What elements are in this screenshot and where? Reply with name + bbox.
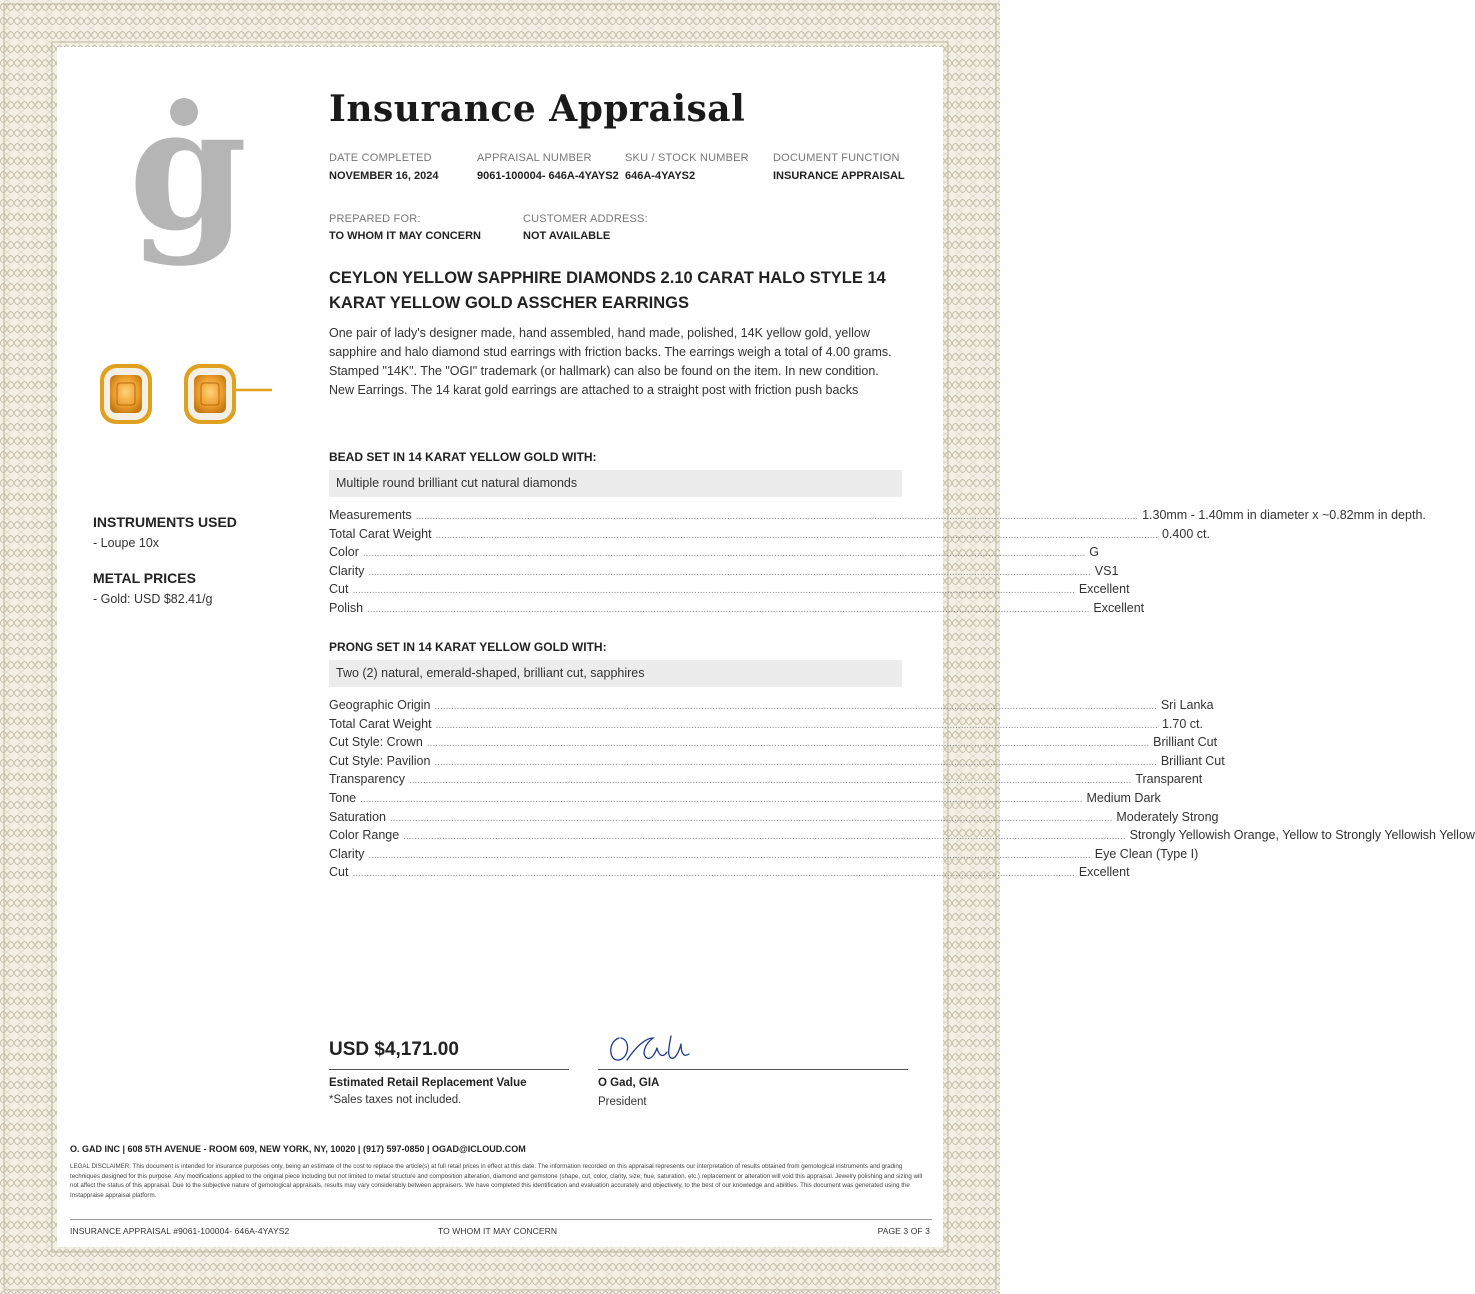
spec-row bbox=[329, 865, 1130, 884]
spec-row bbox=[329, 698, 1214, 717]
spec-key: Total Carat Weight bbox=[329, 526, 432, 541]
spec-row bbox=[329, 545, 1099, 564]
metal-prices-list: - Gold: USD $82.41/g bbox=[93, 592, 213, 606]
spec-key: Cut Style: Crown bbox=[329, 735, 423, 750]
spec-key: Transparency bbox=[329, 772, 405, 787]
prepared-for-label: PREPARED FOR: bbox=[329, 213, 421, 225]
spec-row bbox=[329, 753, 1225, 773]
spec-leader: .................................................................................................................................................................................................................................................................... bbox=[352, 868, 1075, 880]
value-divider bbox=[329, 1069, 569, 1070]
spec-row bbox=[329, 563, 1119, 583]
footer-recipient: TO WHOM IT MAY CONCERN bbox=[438, 1226, 558, 1236]
spec-value: Sri Lanka bbox=[1160, 698, 1214, 712]
prepared-for-value: TO WHOM IT MAY CONCERN bbox=[329, 230, 481, 242]
appraisal-number-value: 9061-100004- 646A-4YAYS2 bbox=[477, 170, 619, 182]
spec-value: VS1 bbox=[1094, 563, 1119, 578]
spec-leader: .................................................................................................................................................................................................................................................................... bbox=[434, 701, 1157, 712]
spec-value: Brilliant Cut bbox=[1160, 753, 1225, 768]
spec-key: Cut Style: Pavilion bbox=[329, 753, 431, 768]
diamonds-summary: Multiple round brilliant cut natural diamonds bbox=[329, 470, 902, 497]
spec-key: Color Range bbox=[329, 828, 400, 843]
spec-row bbox=[329, 828, 1475, 847]
signer-name: O Gad, GIA bbox=[598, 1077, 660, 1089]
spec-value: 1.70 ct. bbox=[1161, 716, 1203, 731]
sapphires-spec-list bbox=[329, 698, 1475, 884]
spec-row bbox=[329, 846, 1199, 866]
spec-key: Geographic Origin bbox=[329, 698, 431, 712]
spec-value: Transparent bbox=[1135, 772, 1203, 787]
spec-key: Measurements bbox=[329, 508, 412, 522]
spec-row bbox=[329, 716, 1203, 736]
sku-label: SKU / STOCK NUMBER bbox=[625, 152, 749, 164]
spec-key: Total Carat Weight bbox=[329, 716, 432, 731]
spec-leader: .................................................................................................................................................................................................................................................................... bbox=[368, 566, 1091, 578]
instruments-heading: INSTRUMENTS USED bbox=[93, 514, 237, 530]
spec-key: Saturation bbox=[329, 809, 386, 824]
date-completed-value: NOVEMBER 16, 2024 bbox=[329, 170, 439, 182]
spec-leader: .................................................................................................................................................................................................................................................................... bbox=[435, 529, 1158, 541]
description-paragraph: One pair of lady's designer made, hand assembled, hand made, polished, 14K yellow gold, yellow sapphire and halo diamond stud earrings with friction backs. The earrings weigh a total of 4.00 grams. Stamped "14K". The "OGI" trademark (or hallmark) can also be found on the item. In new condition. bbox=[329, 326, 892, 378]
spec-row bbox=[329, 772, 1203, 791]
spec-value: G bbox=[1089, 545, 1099, 560]
legal-disclaimer: LEGAL DISCLAIMER: This document is intended for insurance purposes only, being an estimate of the cost to replace the article(s) at full retail prices in effect at this date. The information recorded on this appraisal represents our interpretation of results obtained from gemological instruments and grading techniques designed for this purpose. Any modifications applied to the original piece including but not limited to metal structure and composition alteration, diamond and gemstone (shape, cut, color, clarity, size, hue, saturation, etc.) replacement or alteration will void this appraisal. Jewelry polishing and sizing will not affect the status of this appraisal. Due to the subjective nature of gemological appraisals, results may vary considerably between appraisers. We have completed this identification and evaluation accurately and objectively, to the best of our knowledge and abilities. This document was generated using the Instappraise appraisal platform. bbox=[70, 1163, 923, 1199]
spec-key: Polish bbox=[329, 600, 364, 615]
spec-row bbox=[329, 809, 1219, 829]
spec-leader: .................................................................................................................................................................................................................................................................... bbox=[367, 603, 1090, 615]
appraisal-number-label: APPRAISAL NUMBER bbox=[477, 152, 592, 164]
company-info: O. GAD INC | 608 5TH AVENUE - ROOM 609, NEW YORK, NY, 10020 | (917) 597-0850 | OGAD@ICLOUD.COM bbox=[70, 1144, 526, 1154]
spec-row bbox=[329, 600, 1145, 620]
spec-value: Eye Clean (Type I) bbox=[1094, 846, 1199, 861]
product-description bbox=[329, 324, 905, 400]
tax-note: *Sales taxes not included. bbox=[329, 1094, 462, 1106]
spec-row bbox=[329, 735, 1218, 754]
document-function-value: INSURANCE APPRAISAL bbox=[773, 170, 905, 182]
spec-row bbox=[329, 508, 1426, 527]
spec-value: 1.30mm - 1.40mm in diameter x ~0.82mm in depth. bbox=[1142, 508, 1426, 522]
spec-key: Clarity bbox=[329, 846, 365, 861]
spec-row bbox=[329, 582, 1130, 601]
spec-leader: .................................................................................................................................................................................................................................................................... bbox=[389, 812, 1113, 824]
customer-address-value: NOT AVAILABLE bbox=[523, 230, 611, 242]
appraised-value: USD $4,171.00 bbox=[329, 1039, 459, 1060]
date-completed-label: DATE COMPLETED bbox=[329, 152, 432, 164]
document-function-label: DOCUMENT FUNCTION bbox=[773, 152, 900, 164]
spec-value: Excellent bbox=[1078, 865, 1130, 880]
svg-text:g: g bbox=[128, 69, 248, 269]
spec-key: Color bbox=[329, 545, 359, 560]
signer-title: President bbox=[598, 1096, 647, 1108]
spec-leader: .................................................................................................................................................................................................................................................................... bbox=[426, 738, 1150, 750]
spec-leader: .................................................................................................................................................................................................................................................................... bbox=[360, 793, 1083, 805]
signature-image bbox=[605, 1030, 695, 1070]
diamonds-spec-list bbox=[329, 508, 1426, 620]
sapphires-summary: Two (2) natural, emerald-shaped, brilliant cut, sapphires bbox=[329, 660, 902, 687]
spec-value: Moderately Strong bbox=[1116, 809, 1219, 824]
spec-row bbox=[329, 526, 1210, 546]
spec-key: Tone bbox=[329, 790, 357, 805]
spec-value: Excellent bbox=[1093, 600, 1145, 615]
product-title: CEYLON YELLOW SAPPHIRE DIAMONDS 2.10 CARAT HALO STYLE 14 KARAT YELLOW GOLD ASSCHER EARRINGS bbox=[329, 269, 886, 312]
footer-appraisal-number: INSURANCE APPRAISAL #9061-100004- 646A-4YAYS2 bbox=[70, 1226, 290, 1236]
earrings-image bbox=[88, 350, 278, 440]
diamonds-heading: BEAD SET IN 14 KARAT YELLOW GOLD WITH: bbox=[329, 450, 597, 464]
customer-address-label: CUSTOMER ADDRESS: bbox=[523, 213, 648, 225]
instruments-list: - Loupe 10x bbox=[93, 536, 160, 550]
spec-value: Medium Dark bbox=[1086, 790, 1161, 805]
spec-leader: .................................................................................................................................................................................................................................................................... bbox=[352, 585, 1075, 597]
spec-leader: .................................................................................................................................................................................................................................................................... bbox=[368, 849, 1091, 861]
metal-prices-heading: METAL PRICES bbox=[93, 570, 196, 586]
spec-leader: .................................................................................................................................................................................................................................................................... bbox=[403, 831, 1126, 843]
spec-value: Brilliant Cut bbox=[1153, 735, 1218, 750]
spec-leader: .................................................................................................................................................................................................................................................................... bbox=[434, 756, 1157, 768]
sku-value: 646A-4YAYS2 bbox=[625, 170, 696, 182]
company-logo bbox=[118, 69, 258, 288]
footer-divider bbox=[70, 1219, 932, 1220]
spec-value: 0.400 ct. bbox=[1161, 526, 1210, 541]
spec-key: Cut bbox=[329, 582, 349, 597]
spec-row bbox=[329, 790, 1161, 810]
footer-page-number: PAGE 3 OF 3 bbox=[877, 1226, 930, 1236]
description-paragraph-2: New Earrings. The 14 karat gold earrings are attached to a straight post with friction push backs bbox=[329, 383, 859, 397]
signature-line bbox=[598, 1069, 908, 1070]
page-title: Insurance Appraisal bbox=[329, 88, 746, 130]
spec-leader: .................................................................................................................................................................................................................................................................... bbox=[362, 548, 1086, 560]
spec-leader: .................................................................................................................................................................................................................................................................... bbox=[415, 511, 1139, 522]
spec-value: Strongly Yellowish Orange, Yellow to Strongly Yellowish Yellow bbox=[1129, 828, 1475, 843]
value-label: Estimated Retail Replacement Value bbox=[329, 1077, 527, 1089]
spec-leader: .................................................................................................................................................................................................................................................................... bbox=[408, 775, 1132, 787]
sapphires-heading: PRONG SET IN 14 KARAT YELLOW GOLD WITH: bbox=[329, 640, 607, 654]
spec-key: Cut bbox=[329, 865, 349, 880]
spec-leader: .................................................................................................................................................................................................................................................................... bbox=[435, 719, 1158, 731]
spec-value: Excellent bbox=[1078, 582, 1130, 597]
spec-key: Clarity bbox=[329, 563, 365, 578]
